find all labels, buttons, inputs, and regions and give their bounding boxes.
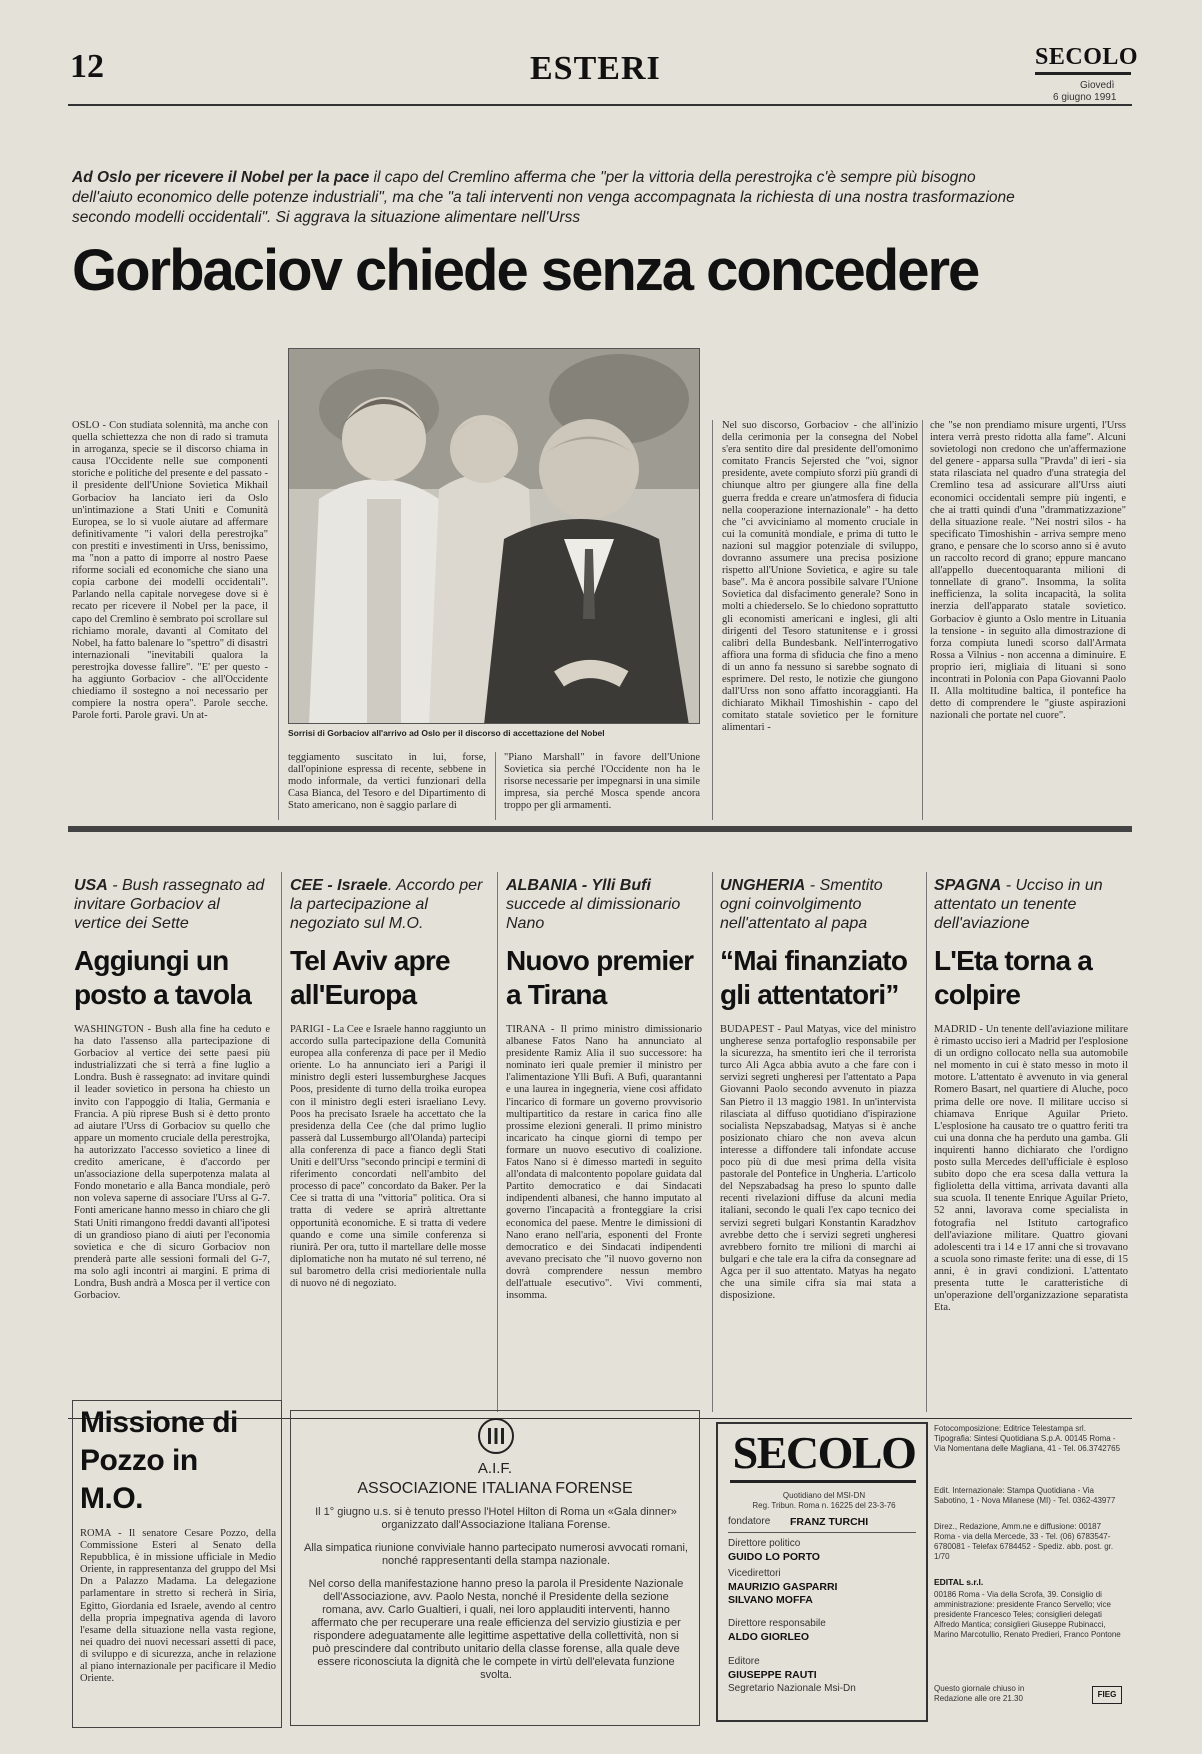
story-kicker-text: - Bush rassegnato ad invitare Gorbaciov al vertice dei Sette bbox=[74, 877, 265, 932]
story-headline: Aggiungi un posto a tavola bbox=[74, 945, 252, 1010]
story-kicker-text: succede al dimissionario Nano bbox=[506, 896, 681, 932]
story-headline: “Mai finanziato gli attentatori” bbox=[720, 945, 908, 1010]
story-divider-1 bbox=[281, 872, 282, 1412]
header-day: Giovedì bbox=[1080, 80, 1115, 91]
header-logo: SECOLO bbox=[1035, 44, 1139, 70]
editor-name: GIUSEPPE RAUTI bbox=[728, 1669, 817, 1681]
masthead-subtitle: Quotidiano del MSI-DN bbox=[782, 1491, 866, 1500]
lead-kicker-text: il capo del Cremlino afferma che "per la vittoria della perestrojka c'è sempre più bisogno dell'aiuto economico delle potenze industriali", ma che "a tali interventi non venga accompagnata la richiesta di una nostra trasformazione secondo modelli occidentali". Si aggrava la situazione alimentare nell'Urss bbox=[72, 169, 1015, 226]
story-kicker-text: . Accordo per la partecipazione al negoziato sul M.O. bbox=[290, 877, 483, 932]
header-logo-rule bbox=[1035, 72, 1131, 75]
story-body: WASHINGTON - Bush alla fine ha ceduto e ha dato l'assenso alla partecipazione di Gorbaciov al vertice dei sette paesi più industrializzati che si terrà a fine luglio a Londra. Bush è rassegnato: ad invitare quindi il leader sovietico in persona ha chiesto un invito con l'appoggio di Italia, Germania e Francia. A più riprese Bush si è detto pronto ad aiutare l'Urss di Gorbaciov su quello che appare un momento cruciale della perestrojka, ha autorizzato l'accesso sovietico a linee di credito americane, è d'accordo per un'associazione della superpotenza malata al Fondo monetario e alla Banca mondiale, però non voleva saperne di associare l'Urss al G-7. Fonti americane hanno messo in chiaro che gli Stati Uniti rimangono freddi davanti all'ipotesi di un grandioso piano di aiuti per l'economia sovietica e che di sicuro Gorbaciov non prenderà parte alle sessioni formali del G-7, ma solo agli incontri ai margini. E prima di Londra, Bush andrà a Mosca per il vertice con Gorbaciov. bbox=[74, 1024, 270, 1302]
masthead-right-1: Fotocomposizione: Editrice Telestampa srl. Tipografia: Sintesi Quotidiana S.p.A. 00145 Roma - Via Nomentana delle Magliana, 41 - Tel. 06.3742765 bbox=[934, 1424, 1121, 1453]
director-name: GUIDO LO PORTO bbox=[728, 1551, 820, 1563]
story-kicker-bold: SPAGNA bbox=[934, 877, 1002, 894]
aif-name: ASSOCIAZIONE ITALIANA FORENSE bbox=[357, 1480, 633, 1497]
fieg-badge: FIEG bbox=[1092, 1686, 1122, 1704]
story-kicker bbox=[934, 876, 1130, 936]
lead-kicker-bold: Ad Oslo per ricevere il Nobel per la pace bbox=[72, 169, 370, 186]
story-kicker bbox=[506, 876, 702, 936]
section-rule bbox=[68, 826, 1132, 832]
story-divider-3 bbox=[712, 872, 713, 1412]
lead-column-2: teggiamento suscitato in lui, forse, dall'opinione espressa di recente, sebbene in modo informale, da vertici funzionari della Casa Bianca, del Tesoro e del Dipartimento di Stato americano, non è saggio parlare di bbox=[288, 752, 486, 812]
aif-paragraph-2: Alla simpatica riunione conviviale hanno partecipato numerosi avvocati romani, nonché rappresentanti della stampa nazionale. bbox=[304, 1542, 688, 1567]
founder-name: FRANZ TURCHI bbox=[790, 1516, 869, 1528]
founder-label: fondatore bbox=[728, 1516, 771, 1527]
photo-illustration bbox=[289, 349, 700, 724]
story-divider-4 bbox=[926, 872, 927, 1412]
editor-label: Editore bbox=[728, 1656, 760, 1667]
resp-name: ALDO GIORLEO bbox=[728, 1631, 810, 1643]
story-kicker-text: - Ucciso in un attentato un tenente dell'aviazione bbox=[934, 877, 1103, 932]
director-label: Direttore politico bbox=[728, 1538, 801, 1549]
story-kicker-text: - Smentito ogni coinvolgimento nell'attentato al papa bbox=[720, 877, 883, 932]
story-headline: Tel Aviv apre all'Europa bbox=[290, 945, 450, 1010]
story-kicker-bold: ALBANIA - Ylli Bufi bbox=[506, 877, 651, 894]
masthead-right-2: Edit. Internazionale: Stampa Quotidiana - Via Sabotino, 1 - Nova Milanese (MI) - Tel. 0362-43977 bbox=[934, 1486, 1116, 1505]
masthead-logo: SECOLO bbox=[732, 1427, 916, 1478]
pozzo-headline: Missione di Pozzo in M.O. bbox=[80, 1406, 238, 1515]
masthead-divider bbox=[728, 1532, 916, 1533]
story-headline: Nuovo premier a Tirana bbox=[506, 945, 694, 1010]
aif-paragraph-1: Il 1° giugno u.s. si è tenuto presso l'Hotel Hilton di Roma un «Gala dinner» organizzato dall'Associazione Italiana Forense. bbox=[315, 1506, 677, 1531]
vice-label: Vicedirettori bbox=[728, 1568, 781, 1579]
aif-logo-icon bbox=[478, 1418, 514, 1454]
masthead-address: Reg. Tribun. Roma n. 16225 del 23-3-76 bbox=[752, 1501, 896, 1510]
story-divider-2 bbox=[497, 872, 498, 1412]
lead-headline: Gorbaciov chiede senza concedere bbox=[72, 238, 979, 303]
masthead-logo-rule bbox=[730, 1480, 916, 1483]
story-kicker-bold: UNGHERIA bbox=[720, 877, 806, 894]
story-body: PARIGI - La Cee e Israele hanno raggiunto un accordo sulla partecipazione della Comunità europea alla conferenza di pace per il Medio oriente. Lo ha annunciato ieri a Parigi il ministro degli esteri lussemburghese Jacques Poos, presidente di turno della troika europea con il ministro degli esteri israeliano Levy. Poos ha precisato Israele ha accettato che la presidenza della Cee (che dal primo luglio passerà dal Lussemburgo all'Olanda) partecipi alla conferenza di pace a fianco degli Stati Uniti e dell'Urss "secondo principi e termini di riferimento concordati nell'ambito del processo di pace" concordato da Baker. Per la Cee si tratta di una "vittoria" politica. Ora si tratta di vedere se aprirà altrettante opportunità economiche. E si tratta di vedere quando e come una simile conferenza si riunirà. Per ora, tutto il martellare delle mosse diplomatiche non ha mutato né sul terreno, né sul barometro della crisi mediorientale nulla di nuovo né di negoziato. bbox=[290, 1024, 486, 1289]
lead-divider-2 bbox=[495, 752, 496, 820]
masthead-right-6: Questo giornale chiuso in Redazione alle ore 21.30 bbox=[934, 1684, 1025, 1703]
story-kicker bbox=[290, 876, 486, 936]
editor-role: Segretario Nazionale Msi-Dn bbox=[728, 1683, 856, 1694]
story-body: MADRID - Un tenente dell'aviazione militare è rimasto ucciso ieri a Madrid per l'esplosione di un ordigno collocato nella sua automobile nel momento in cui è stato messo in moto il motore. L'attentato è avvenuto in via general Romero Basart, nel quartiere di Aluche, poco prima delle ore nove. Il militare ucciso si chiamava Enrique Aguilar Prieto. L'esplosione ha causato tre o quattro feriti tra cui una donna che ha perduto una gamba. Gli inquirenti hanno dichiarato che l'ordigno posto sulla Mercedes dell'ufficiale è esploso subito dopo che era scesa dalla vettura la figlioletta della vittima, arrivata davanti alla sua scuola. Il tenente Enrique Aguilar Prieto, 52 anni, lavorava come specialista in fotografia nel Istituto cartografico dell'aviazione militare. Quattro giovani adolescenti tra i 14 e 17 anni che si trovavano a scuola sono rimaste ferite: una di esse, di 15 anni, è in gravi condizioni. L'attentato presenta tutte le caratteristiche di un'operazione dell'organizzazione separatista Eta. bbox=[934, 1024, 1128, 1314]
lead-kicker bbox=[72, 168, 1022, 230]
photo-caption: Sorrisi di Gorbaciov all'arrivo ad Oslo per il discorso di accettazione del Nobel bbox=[288, 728, 605, 738]
lead-column-3: "Piano Marshall" in favore dell'Unione Sovietica sia perché l'Occidente non ha le risorse necessarie per impegnarsi in una simile impresa, sia perché Mosca spende ancora troppo per gli armamenti. bbox=[504, 752, 700, 812]
story-body: BUDAPEST - Paul Matyas, vice del ministro ungherese senza portafoglio responsabile per la sicurezza, ha smentito ieri che il terrorista turco Ali Agca abbia avuto a che fare con i servizi segreti ungheresi per l'attentato a Papa Giovanni Paolo secondo avvenuto in piazza San Pietro il 13 maggio 1981. In un'intervista rilasciata al diffuso quotidiano d'ispirazione socialista Nepszabadsag, Matyas si è anche posizionato chiaro che non aveva alcun interesse a diffondere tali infondate accuse poco più di due mesi prima della visita pastorale del Pontefice in Ungheria. L'articolo del Nepszabadsag ha preso lo spunto dalle recenti rivelazioni diffuse da alcuni media italiani, secondo le quali l'ex capo tecnico dei servizi segreti bulgari Konstantin Karadzhov avrebbe detto che i servizi segreti ungheresi avrebbero fornito tre milioni di marchi ai bulgari e che tale era la cifra da consegnare ad Agca per il suo attentato. Matyas ha negato che una simile cifra sia mai stata a disposizione. bbox=[720, 1024, 916, 1302]
story-kicker-bold: CEE - Israele bbox=[290, 877, 388, 894]
resp-label: Direttore responsabile bbox=[728, 1618, 826, 1629]
lead-column-5: che "se non prendiamo misure urgenti, l'Urss intera verrà presto ridotta alla fame". Alcuni sovietologi non credono che un'affermazione del genere - apparsa sulla "Pravda" di ieri - sia stata rilasciata nel quadro d'una strategia del Cremlino tesa ad assicurare all'Urss aiuti economici occidentali sempre più ingenti, e che ai tratti quindi d'una "drammatizzazione" della situazione reale. "Nei nostri silos - ha specificato Timoshishin - arriva sempre meno grano, e pensare che lo scorso anno si è avuto un raccolto record di grano; eppure mancano all'appello duecentoquaranta milioni di tonnellate di grano". Insomma, la solita inefficienza, la solita incapacità, la solita inerzia dell'apparato statale sovietico. Gorbaciov è giunto a Oslo mentre in Lituania la tensione - in seguito alla dimostrazione di forza compiuta lunedì scorso dall'Armata Rossa a Vilnius - non accenna a diminuire. E proprio ieri, migliaia di lituani si sono incontrati in Polonia con Papa Giovanni Paolo II. Alla moltitudine baltica, il pontefice ha detto di comprendere le "giuste aspirazioni nazionali che portate nel cuore". bbox=[930, 420, 1126, 722]
lead-divider-4 bbox=[922, 420, 923, 820]
lead-photo bbox=[288, 348, 700, 724]
header-date: 6 giugno 1991 bbox=[1053, 92, 1117, 103]
masthead-right-5: 00186 Roma - Via della Scrofa, 39. Consiglio di amministrazione: presidente Franco Servello; vice presidente Francesco Teles; consiglieri delegati Alfredo Mantica; consiglieri Giuseppe Rubinacci, Marino Marcotullio, Renato Predieri, Franco Pontone bbox=[934, 1590, 1121, 1639]
aif-abbr: A.I.F. bbox=[477, 1460, 513, 1477]
story-body: TIRANA - Il primo ministro dimissionario albanese Fatos Nano ha annunciato al presidente Ramiz Alia il suo successore: ha nominato ieri quale premier il ministro per l'alimentazione Ylli Bufi. A Bufi, quarantanni e una laurea in ingegneria, viene così affidato l'incarico di formare un governo provvisorio multipartitico da restare in carica fino alle prossime elezioni generali. Il primo ministro incaricato ha cinque giorni di tempo per formare un nuovo esecutivo di coalizione. Fatos Nano si è dimesso martedì in seguito all'ondata di malcontento popolare guidata dal Partito democratico e dai Sindacati indipendenti albanesi, che hanno imputato al governo l'incapacità a fronteggiare la crisi economica del paese. Mentre le dimissioni di Nano erano nell'aria, esponenti del Fronte democratico e dei Sindacati indipendenti avevano precisato che "il nuovo governo non dovrà comprendere nessun membro dell'attuale esecutivo". Vivi commenti, insomma. bbox=[506, 1024, 702, 1302]
page-number: 12 bbox=[70, 48, 104, 85]
masthead-right-4: EDITAL s.r.l. bbox=[934, 1577, 984, 1587]
lead-column-4: Nel suo discorso, Gorbaciov - che all'inizio della cerimonia per la consegna del Nobel s'era sentito dire dal presidente dell'omonimo comitato Francis Sejersted che "voi, signor presidente, avete compiuto sforzi più grandi di chiunque altro per giungere alla fine della guerra fredda e creare un'atmosfera di fiducia nella cooperazione internazionale" - ha detto che "ci avviciniamo al momento cruciale in cui la comunità mondiale, e prima di tutto le nazioni sul maggior potenziale di sviluppo, dovranno assumere una precisa posizione rispetto all'Unione Sovietica, e agire su tale base". Ma è ancora possibile salvare l'Unione Sovietica dal disfacimento generale? Sono in molti a chiederselo. Se lo chiedono soprattutto gli economisti americani e inglesi, gli alti dirigenti del Tesoro statunitense e i grossi calibri della Bundesbank. Nell'interrogativo affiora una forma di sfiducia che fino a meno di un anno fa nessuno si sarebbe sognato di esprimere. Del resto, le notizie che giungono dall'Urss non sono affatto incoraggianti. Ha dichiarato Mikhail Timoshishin - capo del comitato statale sovietico per le forniture alimentari - bbox=[722, 420, 918, 734]
story-headline: L'Eta torna a colpire bbox=[934, 945, 1093, 1010]
header-rule bbox=[68, 104, 1132, 106]
pozzo-body: ROMA - Il senatore Cesare Pozzo, della Commissione Esteri al Senato della Repubblica, è in missione ufficiale in Medio Oriente, in rappresentanza del gruppo del Msi Dn a Palazzo Madama. La delegazione parlamentare in stretto si recherà in Siria, Egitto, Giordania ed Israele, avendo al centro della propria impegnativa agenda di lavoro l'esame della situazione nella vasta regione, nei quadro dei nuovi necessari assetti di pace, di sviluppo e di sicurezza, anche in relazione al piano internazionale per pacificare il Medio Oriente. bbox=[80, 1528, 276, 1685]
section-title: ESTERI bbox=[530, 50, 661, 87]
vice-name-2: SILVANO MOFFA bbox=[728, 1594, 813, 1606]
vice-name-1: MAURIZIO GASPARRI bbox=[728, 1581, 838, 1593]
story-kicker bbox=[74, 876, 270, 936]
lead-divider-1 bbox=[278, 420, 279, 820]
masthead-right-3: Direz., Redazione, Amm.ne e diffusione: 00187 Roma - via della Mercede, 33 - Tel. (06) 6783547-6780081 - Telefax 6784452 - Spediz. abb. post. gr. 1/70 bbox=[934, 1522, 1114, 1561]
story-kicker bbox=[720, 876, 916, 936]
story-kicker-bold: USA bbox=[74, 877, 108, 894]
lead-divider-3 bbox=[712, 420, 713, 820]
lead-column-1: OSLO - Con studiata solennità, ma anche con quella schiettezza che non di rado si tramuta in arroganza, specie se il discorso chiama in causa l'Occidente nelle sue componenti storiche e politiche del presente e del passato - il presidente dell'Unione Sovietica Mikhail Gorbaciov ha lanciato ieri da Oslo un'intimazione a Stati Uniti e Comunità Europea, se lo si vuole aiutare ad affermare definitivamente "i valori della perestrojka" con prestiti e investimenti in Urss, benissimo, ma "non a patto di imporre al nostro Paese riforme sociali ed economiche che siano una copia carbone dei modelli occidentali". Parlando nella capitale norvegese dove si è recato per ricevere il Nobel per la pace, il capo del Cremlino è sembrato poi scrollare sul richiamo morale, davanti al Comitato del Nobel, ha fatto balenare lo "spettro" di disastri internazionali "inevitabili qualora la perestrojka dovesse fallire". "E' per questo - ha aggiunto Gorbaciov - che all'Occidente chiediamo il sostegno a noi necessario per compiere la nostra opera". Parole secche. Parole forti. Parole gravi. Un at- bbox=[72, 420, 268, 722]
aif-paragraph-3: Nel corso della manifestazione hanno preso la parola il Presidente Nazionale dell'Associazione, avv. Paolo Nesta, nonché il Presidente della sezione romana, avv. Carlo Gualtieri, i quali, nei loro applauditi interventi, hanno affermato che per recuperare una reale efficienza del servizio giustizia e per rispondere adeguatamente alle legittime aspettative della collettività, non si può prescindere dal contributo unitario della classe forense, alla quale deve essere riconosciuta la dignità che le compete in virtù dell'elevata funzione svolta. bbox=[308, 1578, 684, 1681]
